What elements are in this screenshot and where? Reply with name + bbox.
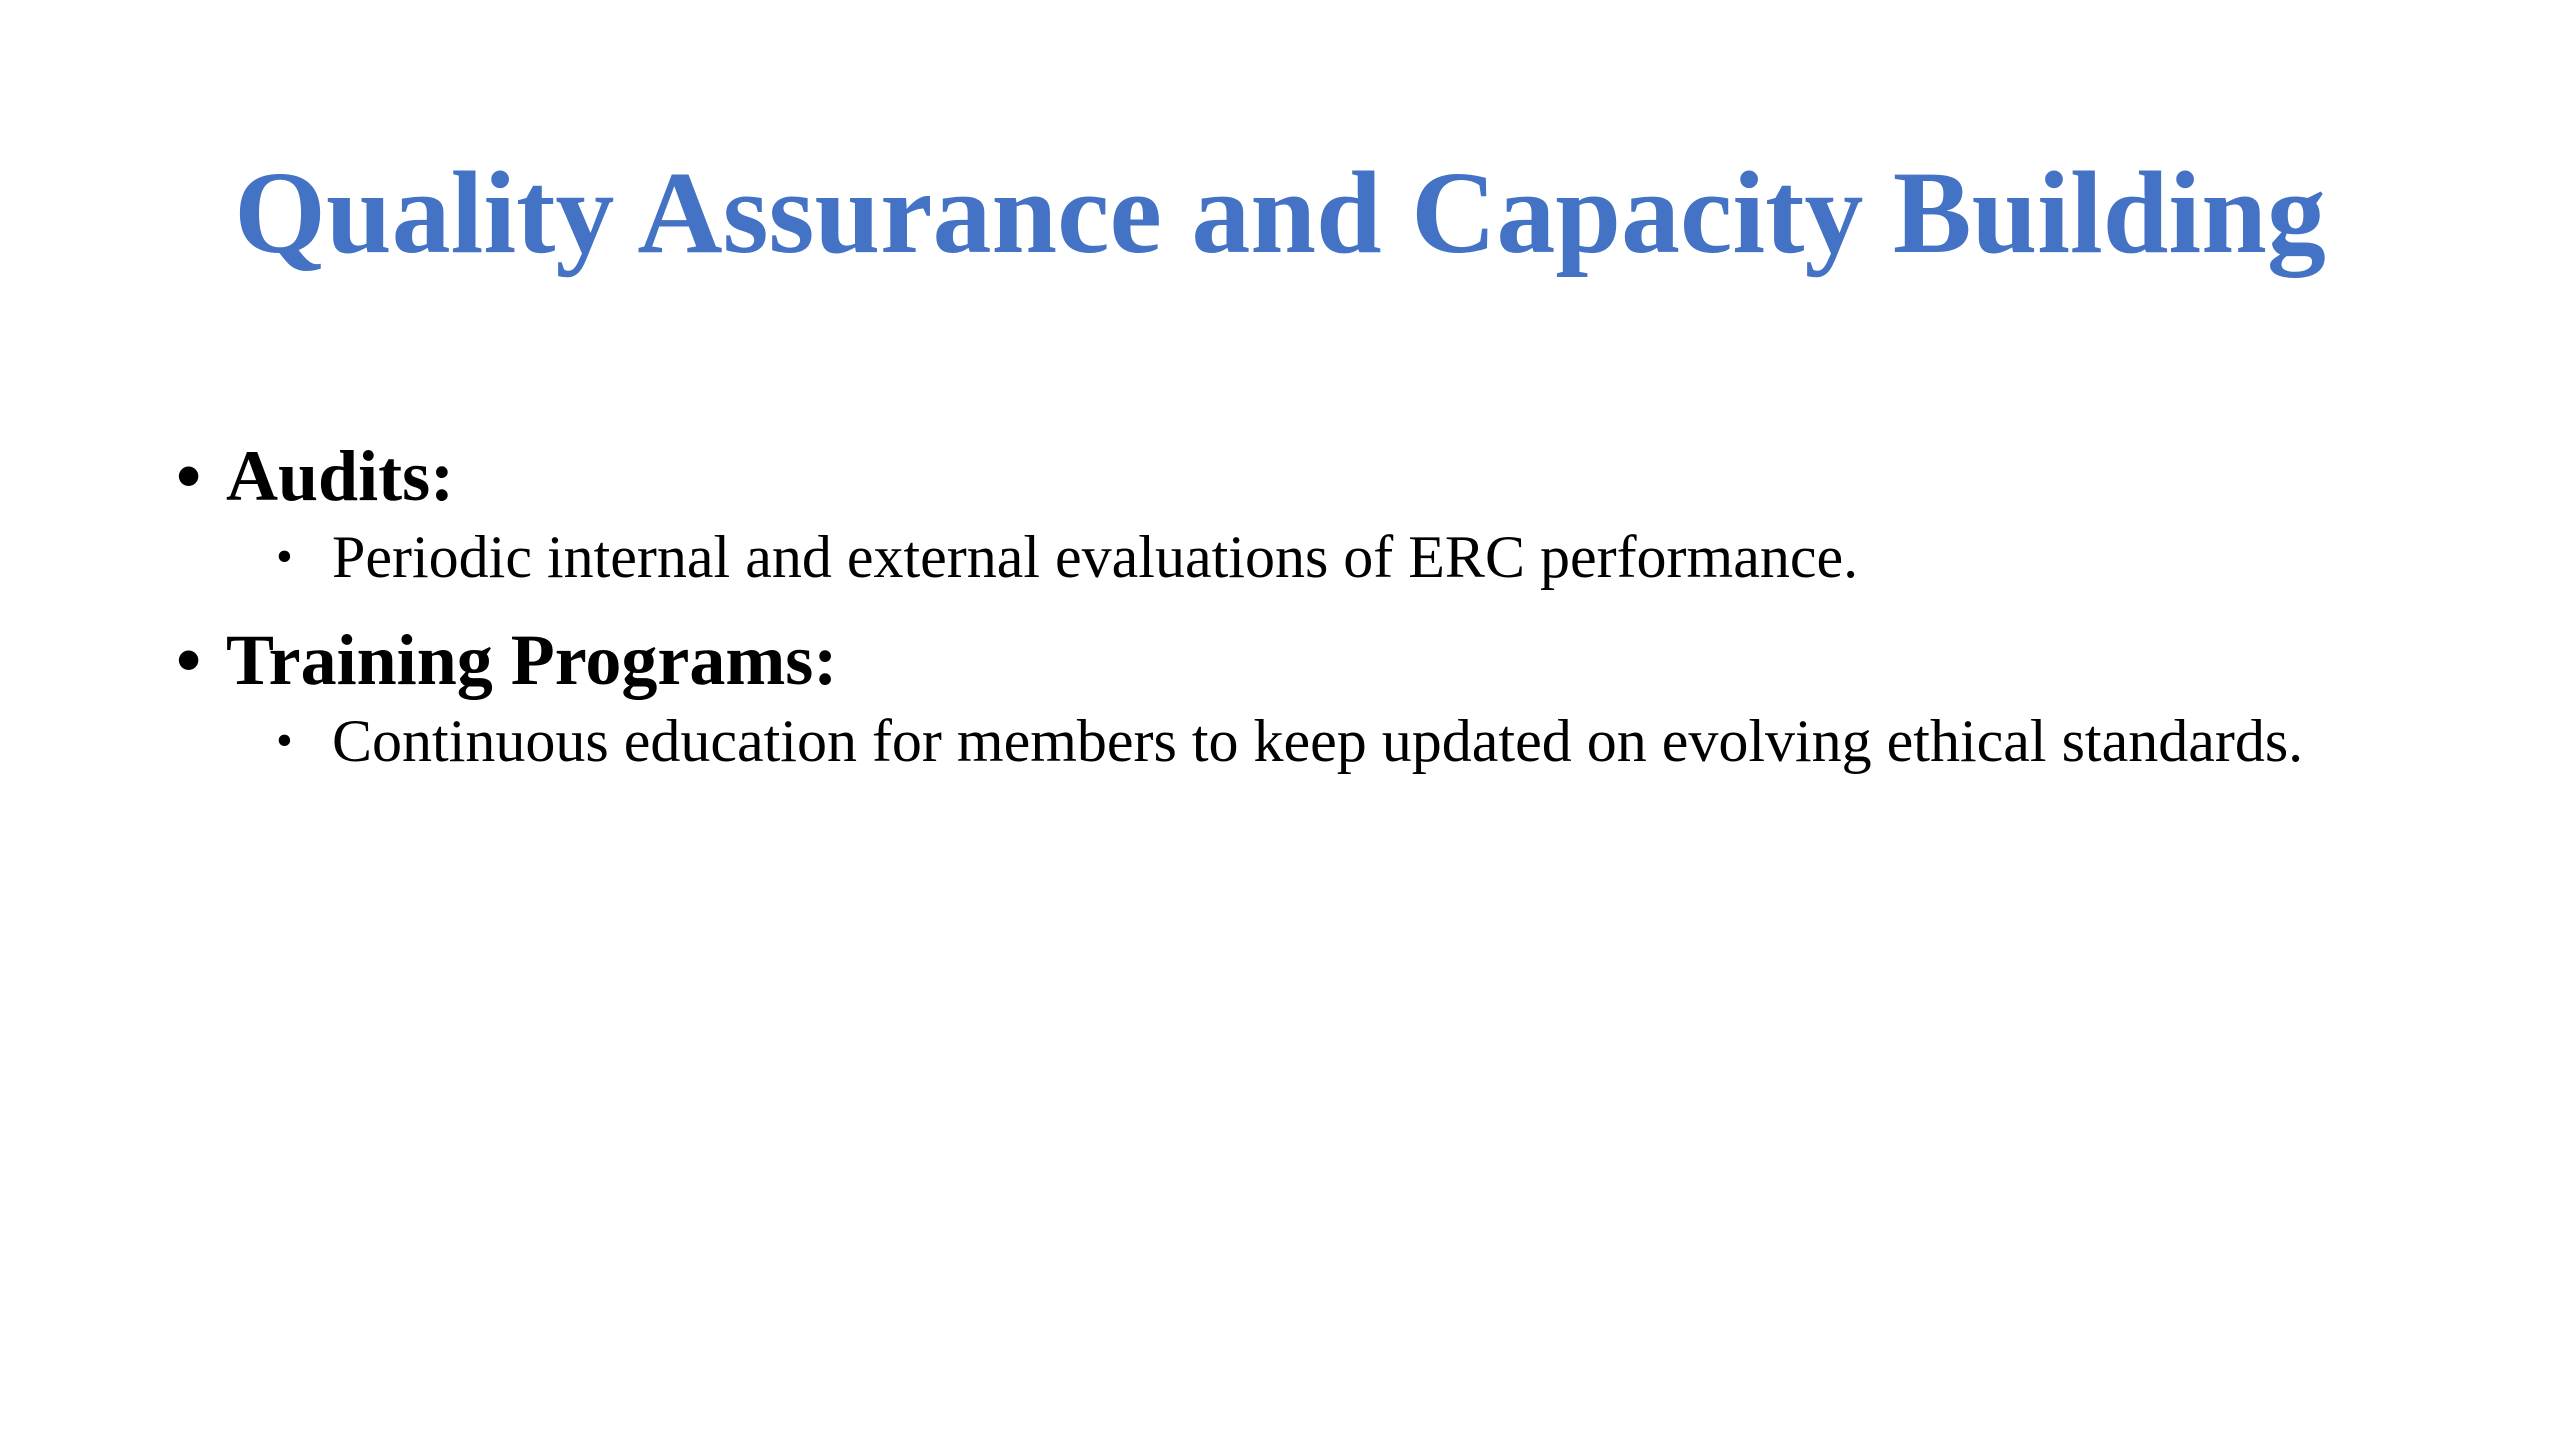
section-heading: Training Programs: <box>226 620 838 700</box>
section-heading: Audits: <box>226 436 455 516</box>
section-detail: Continuous education for members to keep updated on evolving ethical standards. <box>332 708 2304 774</box>
sub-bullet-icon: • <box>276 714 293 767</box>
bullet-icon: • <box>176 436 202 516</box>
bullet-item-audits <box>176 430 2426 522</box>
bullet-list <box>176 430 2426 776</box>
sub-bullet-item <box>276 522 2342 592</box>
bullet-item-training-programs <box>176 614 2426 706</box>
sub-bullet-icon: • <box>276 530 293 583</box>
sub-bullet-item <box>276 706 2342 776</box>
spacer <box>176 592 2426 614</box>
slide-title: Quality Assurance and Capacity Building <box>234 147 2326 278</box>
bullet-icon: • <box>176 620 202 700</box>
section-detail: Periodic internal and external evaluations of ERC performance. <box>332 524 1859 590</box>
